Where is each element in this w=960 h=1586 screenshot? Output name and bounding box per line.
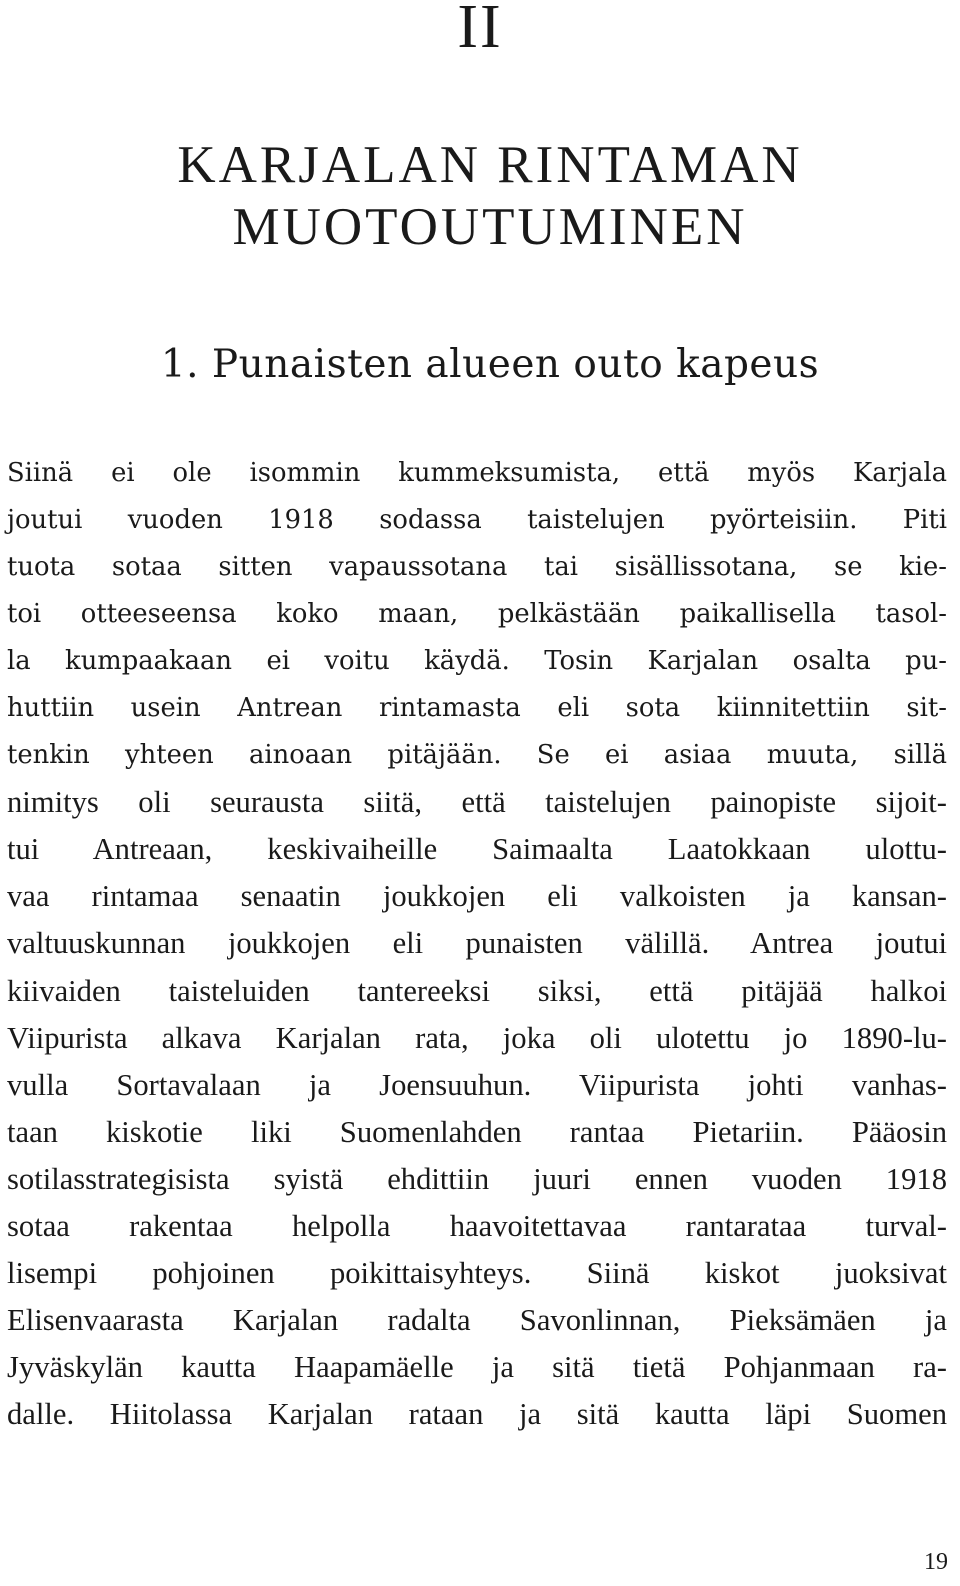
body-line: Siinä ei ole isommin kummeksumista, että myös Karjala: [7, 458, 947, 488]
part-number: II: [457, 0, 503, 61]
body-line: tuota sotaa sitten vapaussotana tai sisällissotana, se kie-: [7, 552, 947, 583]
body-line: tui Antreaan, keskivaiheille Saimaalta Laatokkaan ulottu-: [7, 832, 947, 867]
body-line: vulla Sortavalaan ja Joensuuhun. Viipurista johti vanhas-: [7, 1067, 947, 1102]
body-line: joutui vuoden 1918 sodassa taistelujen pyörteisiin. Piti: [7, 505, 947, 536]
body-line: la kumpaakaan ei voitu käydä. Tosin Karjalan osalta pu-: [7, 646, 947, 677]
body-line: Elisenvaarasta Karjalan radalta Savonlinnan, Pieksämäen ja: [7, 1302, 947, 1337]
body-line: toi otteeseensa koko maan, pelkästään paikallisella tasol-: [7, 599, 947, 630]
body-line: sotaa rakentaa helpolla haavoitettavaa rantarataa turval-: [7, 1208, 947, 1243]
body-line: nimitys oli seurausta siitä, että taistelujen painopiste sijoit-: [7, 785, 947, 820]
body-line: kiivaiden taisteluiden tantereeksi siksi, että pitäjää halkoi: [7, 973, 947, 1008]
chapter-title-line-2: MUOTOUTUMINEN: [232, 198, 748, 256]
body-line: vaa rintamaa senaatin joukkojen eli valkoisten ja kansan-: [7, 879, 947, 914]
section-title: 1. Punaisten alueen outo kapeus: [160, 342, 820, 387]
body-line: tenkin yhteen ainoaan pitäjään. Se ei asiaa muuta, sillä: [7, 740, 947, 771]
body-line: taan kiskotie liki Suomenlahden rantaa Pietariin. Pääosin: [7, 1114, 947, 1149]
body-paragraph: [7, 450, 947, 1438]
body-line: huttiin usein Antrean rintamasta eli sota kiinnitettiin sit-: [7, 693, 947, 724]
body-line: Jyväskylän kautta Haapamäelle ja sitä tietä Pohjanmaan ra-: [7, 1349, 947, 1384]
body-line: sotilasstrategisista syistä ehdittiin juuri ennen vuoden 1918: [7, 1161, 947, 1196]
chapter-title: [40, 134, 940, 258]
body-line: lisempi pohjoinen poikittaisyhteys. Siinä kiskot juoksivat: [7, 1255, 947, 1290]
body-line: dalle. Hiitolassa Karjalan rataan ja sitä kautta läpi Suomen: [7, 1396, 947, 1431]
page-number: 19: [924, 1549, 948, 1575]
body-line: valtuuskunnan joukkojen eli punaisten välillä. Antrea joutui: [7, 926, 947, 961]
body-line: Viipurista alkava Karjalan rata, joka oli ulotettu jo 1890-lu-: [7, 1020, 947, 1055]
chapter-title-line-1: KARJALAN RINTAMAN: [177, 136, 803, 194]
